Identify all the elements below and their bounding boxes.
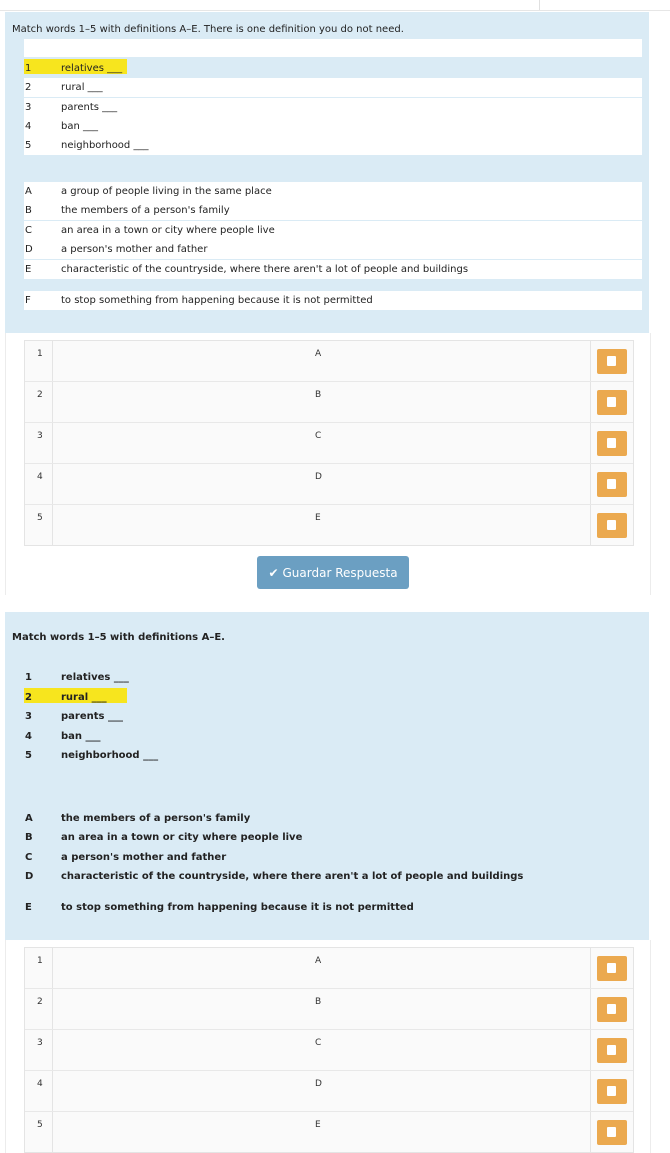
match-row — [25, 989, 633, 1030]
word-key: 1 — [25, 63, 32, 74]
match-row — [25, 948, 633, 989]
column-divider — [590, 382, 591, 422]
match-row — [25, 464, 633, 505]
word-key: 1 — [25, 672, 32, 683]
column-divider — [52, 464, 53, 504]
match-row — [25, 1030, 633, 1071]
save-answer-label: Guardar Respuesta — [282, 565, 398, 580]
column-divider — [590, 464, 591, 504]
checkmark-icon: ✔ — [268, 565, 279, 580]
match-letter: B — [315, 997, 322, 1007]
answer-checkbox[interactable] — [597, 956, 627, 981]
word-row-2 — [5, 688, 649, 707]
checkbox-icon — [607, 438, 616, 448]
column-divider — [590, 505, 591, 545]
top-divider-separator — [539, 0, 540, 10]
column-divider — [590, 423, 591, 463]
definition-row-d — [5, 240, 649, 259]
match-number: 1 — [37, 349, 43, 359]
word-key: 4 — [25, 121, 32, 132]
match-row — [25, 423, 633, 464]
question-1-panel — [5, 12, 649, 333]
checkbox-icon — [607, 1045, 616, 1055]
column-divider — [590, 1030, 591, 1070]
match-row — [25, 1112, 633, 1152]
match-number: 3 — [37, 1038, 43, 1048]
word-text: rural ___ — [61, 82, 103, 93]
match-letter: B — [315, 390, 322, 400]
column-divider — [52, 505, 53, 545]
match-table — [24, 340, 634, 546]
definition-text: the members of a person's family — [61, 813, 251, 824]
checkbox-icon — [607, 1086, 616, 1096]
match-letter: A — [315, 349, 322, 359]
checkbox-icon — [607, 963, 616, 973]
checkbox-icon — [607, 1004, 616, 1014]
definition-row-b — [5, 201, 649, 220]
word-text: parents ___ — [61, 711, 123, 722]
word-row-3 — [5, 707, 649, 726]
word-row-1 — [5, 668, 649, 687]
word-row-5 — [5, 746, 649, 765]
match-number: 4 — [37, 472, 43, 482]
answer-checkbox[interactable] — [597, 997, 627, 1022]
match-number: 4 — [37, 1079, 43, 1089]
column-divider — [590, 948, 591, 988]
match-number: 5 — [37, 1120, 43, 1130]
word-row-1 — [5, 59, 649, 78]
definition-text: the members of a person's family — [61, 205, 230, 216]
checkbox-icon — [607, 520, 616, 530]
match-letter: D — [315, 1079, 322, 1089]
definition-row-e — [5, 898, 649, 917]
word-text: neighborhood ___ — [61, 750, 159, 761]
match-number: 1 — [37, 956, 43, 966]
checkbox-icon — [607, 1127, 616, 1137]
definition-text: an area in a town or city where people live — [61, 225, 275, 236]
definition-key: E — [25, 902, 32, 913]
word-key: 5 — [25, 140, 32, 151]
definition-key: C — [25, 225, 32, 236]
definition-text: an area in a town or city where people live — [61, 832, 303, 843]
match-row — [25, 382, 633, 423]
column-divider — [590, 341, 591, 381]
word-key: 5 — [25, 750, 32, 761]
definition-text: a person's mother and father — [61, 244, 208, 255]
word-key: 2 — [25, 692, 32, 703]
match-number: 2 — [37, 390, 43, 400]
definition-key: E — [25, 264, 32, 275]
definition-key: C — [25, 852, 33, 863]
answer-checkbox[interactable] — [597, 472, 627, 497]
definition-row-a — [5, 809, 649, 828]
definition-text: to stop something from happening because it is not permitted — [61, 902, 414, 913]
column-divider — [52, 1030, 53, 1070]
match-number: 5 — [37, 513, 43, 523]
word-text: ban ___ — [61, 731, 101, 742]
word-key: 2 — [25, 82, 32, 93]
question-2-panel — [5, 612, 649, 940]
word-text: neighborhood ___ — [61, 140, 149, 151]
save-answer-button[interactable] — [257, 556, 409, 589]
column-divider — [52, 1071, 53, 1111]
match-row — [25, 1071, 633, 1112]
definition-row-f — [5, 291, 649, 310]
word-row-4 — [5, 727, 649, 746]
definition-key: D — [25, 244, 33, 255]
column-divider — [52, 382, 53, 422]
column-divider — [52, 948, 53, 988]
column-divider — [52, 423, 53, 463]
word-text: relatives ___ — [61, 672, 129, 683]
word-text: parents ___ — [61, 102, 118, 113]
column-divider — [590, 1071, 591, 1111]
word-row-2 — [5, 78, 649, 97]
word-row-3 — [5, 98, 649, 117]
definition-row-a — [5, 182, 649, 201]
answer-checkbox[interactable] — [597, 1079, 627, 1104]
top-divider — [0, 0, 670, 11]
word-text: rural ___ — [61, 692, 107, 703]
row-background — [24, 78, 642, 97]
word-row-5 — [5, 136, 649, 155]
word-row-4 — [5, 117, 649, 136]
question-2-answer-area — [5, 940, 651, 1153]
word-text: relatives ___ — [61, 63, 123, 74]
definition-row-e — [5, 260, 649, 279]
match-row — [25, 341, 633, 382]
word-key: 3 — [25, 711, 32, 722]
definition-text: characteristic of the countryside, where there aren't a lot of people and buildings — [61, 871, 524, 882]
column-divider — [590, 989, 591, 1029]
match-letter: C — [315, 431, 322, 441]
question-1-answer-area — [5, 333, 651, 595]
column-divider — [52, 989, 53, 1029]
answer-checkbox[interactable] — [597, 431, 627, 456]
answer-checkbox[interactable] — [597, 1038, 627, 1063]
checkbox-icon — [607, 356, 616, 366]
match-letter: E — [315, 1120, 321, 1130]
match-number: 3 — [37, 431, 43, 441]
match-table — [24, 947, 634, 1153]
row-background — [24, 117, 642, 136]
definition-key: A — [25, 813, 33, 824]
answer-checkbox[interactable] — [597, 513, 627, 538]
column-divider — [590, 1112, 591, 1152]
match-number: 2 — [37, 997, 43, 1007]
definition-text: a person's mother and father — [61, 852, 227, 863]
definition-text: a group of people living in the same place — [61, 186, 272, 197]
checkbox-icon — [607, 397, 616, 407]
checkbox-icon — [607, 479, 616, 489]
match-letter: D — [315, 472, 322, 482]
definition-text: to stop something from happening because it is not permitted — [61, 295, 373, 306]
definition-key: A — [25, 186, 32, 197]
definition-row-b — [5, 828, 649, 847]
definition-key: B — [25, 205, 32, 216]
word-key: 3 — [25, 102, 32, 113]
match-letter: A — [315, 956, 322, 966]
definition-key: F — [25, 295, 31, 306]
definition-key: D — [25, 871, 34, 882]
word-text: ban ___ — [61, 121, 98, 132]
match-row — [25, 505, 633, 545]
answer-checkbox[interactable] — [597, 349, 627, 374]
definition-key: B — [25, 832, 33, 843]
question-2-instruction: Match words 1–5 with definitions A–E. — [12, 632, 225, 643]
column-divider — [52, 341, 53, 381]
blank-line — [24, 39, 642, 57]
match-letter: C — [315, 1038, 322, 1048]
definition-row-d — [5, 867, 649, 886]
question-1-instruction: Match words 1–5 with definitions A–E. There is one definition you do not need. — [12, 24, 404, 35]
definition-row-c — [5, 848, 649, 867]
definition-row-c — [5, 221, 649, 240]
answer-checkbox[interactable] — [597, 1120, 627, 1145]
column-divider — [52, 1112, 53, 1152]
match-letter: E — [315, 513, 321, 523]
definition-text: characteristic of the countryside, where there aren't a lot of people and buildings — [61, 264, 469, 275]
answer-checkbox[interactable] — [597, 390, 627, 415]
word-key: 4 — [25, 731, 32, 742]
